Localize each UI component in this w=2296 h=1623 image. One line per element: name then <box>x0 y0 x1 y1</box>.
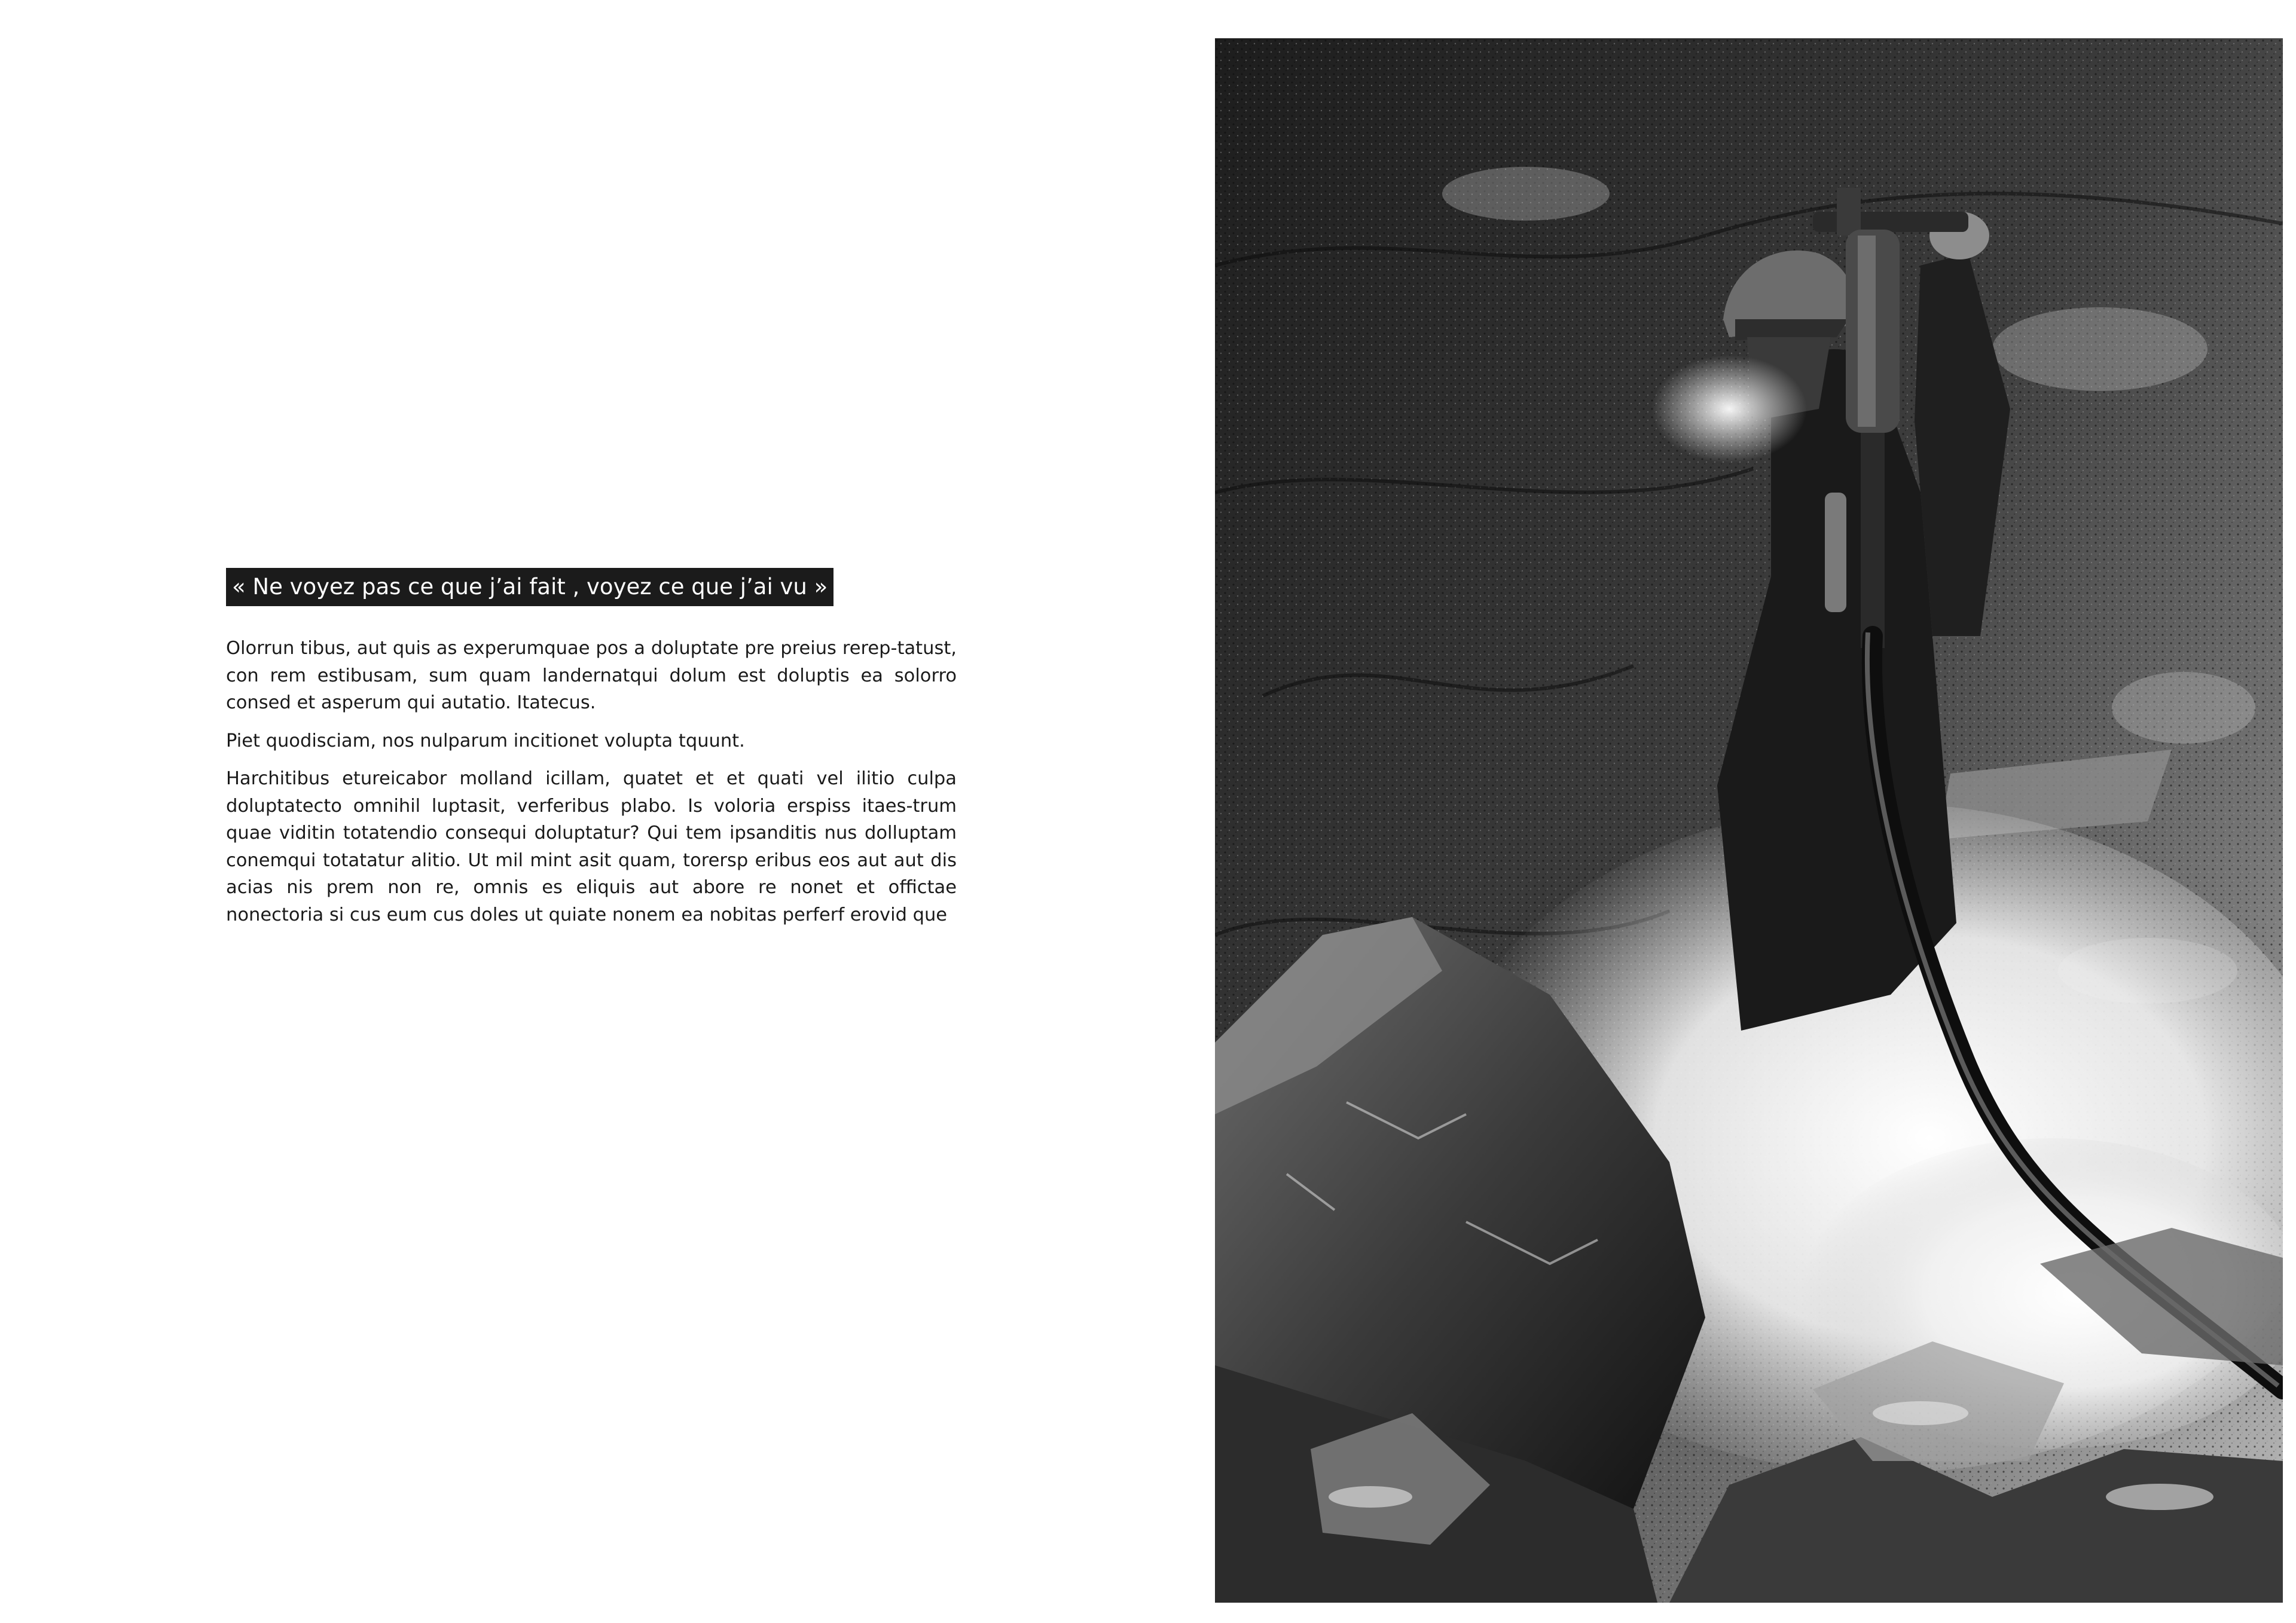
text-column <box>226 568 957 939</box>
pull-quote: « Ne voyez pas ce que j’ai fait , voyez ce que j’ai vu » <box>226 568 833 606</box>
body-paragraph-1: Olorrun tibus, aut quis as experumquae pos a doluptate pre preius rerep-tatust, con rem estibusam, sum quam landernatqui dolum est doluptis ea solorro consed et asperum qui autatio. Itatecus. <box>226 638 957 713</box>
body-paragraph-3: Harchitibus etureicabor molland icillam, quatet et et quati vel ilitio culpa doluptatecto omnihil luptasit, verferibus plabo. Is voloria erspiss itaes-trum quae viditin totatendio consequi doluptatur? Qui tem ipsanditis nus dolluptam conemqui totatatur alitio. Ut mil mint asit quam, torersp eribus eos aut aut dis acias nis prem non re, omnis es eliquis aut abore re nonet et offictae nonectoria si cus eum cus doles ut quiate nonem ea nobitas perferf erovid que <box>226 768 957 925</box>
body-paragraph-2: Piet quodisciam, nos nulparum incitionet volupta tquunt. <box>226 730 745 751</box>
worker-drilling-photo <box>1215 38 2283 1603</box>
photo-illustration <box>1215 38 2283 1603</box>
